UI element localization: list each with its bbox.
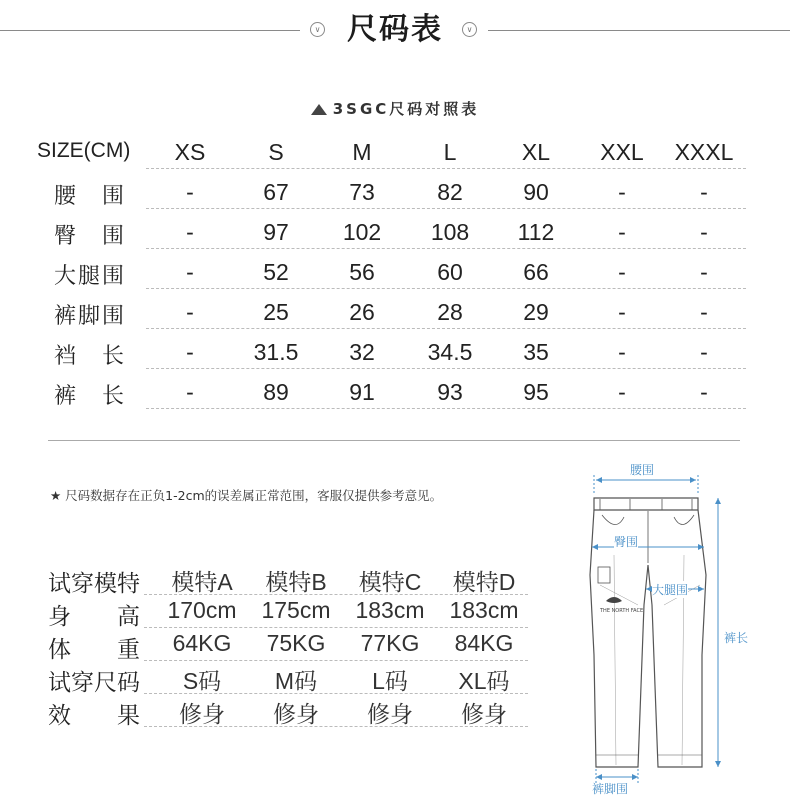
- model-value-cell: 64KG: [172, 630, 232, 656]
- size-value-cell: -: [618, 299, 626, 325]
- size-value-cell: 108: [430, 219, 470, 245]
- model-value-cell: 183cm: [355, 597, 425, 623]
- size-value-cell: -: [186, 179, 194, 205]
- model-row-label: 体重: [48, 637, 140, 663]
- model-value-cell: S码: [182, 668, 222, 694]
- size-value-cell: 60: [437, 259, 463, 285]
- size-row: [40, 373, 746, 413]
- model-row-label: 试穿尺码: [48, 670, 140, 696]
- measurement-label: 腰 围: [53, 184, 126, 209]
- row-dashed-line: [146, 328, 746, 329]
- model-value-cell: 84KG: [454, 630, 514, 656]
- row-dashed-line: [144, 627, 528, 628]
- model-value-cell: 模特C: [358, 569, 422, 595]
- chevron-down-circle-icon: ∨: [310, 22, 325, 37]
- row-dashed-line: [146, 288, 746, 289]
- row-dashed-line: [144, 660, 528, 661]
- size-value-cell: -: [700, 379, 708, 405]
- size-value-cell: 112: [517, 219, 555, 245]
- size-value-cell: 102: [342, 219, 382, 245]
- model-row: [48, 662, 528, 695]
- model-row-label: 效果: [48, 703, 140, 729]
- size-table: [37, 133, 746, 413]
- size-value-cell: 56: [349, 259, 375, 285]
- model-value-cell: 170cm: [167, 597, 237, 623]
- subtitle-text: 3SGC尺码对照表: [332, 100, 480, 118]
- model-row: [48, 596, 528, 629]
- model-value-cell: L码: [372, 668, 408, 694]
- size-value-cell: 26: [349, 299, 375, 325]
- size-value-cell: -: [618, 339, 626, 365]
- measurement-label: 臀 围: [53, 224, 126, 249]
- model-table: [48, 563, 528, 728]
- page-title: 尺码表: [347, 12, 443, 47]
- hem-label: 裤脚围: [592, 782, 629, 796]
- size-value-cell: 91: [349, 379, 375, 405]
- model-value-cell: 模特D: [452, 569, 516, 595]
- size-value-cell: -: [618, 179, 626, 205]
- size-value-cell: 31.5: [253, 339, 299, 365]
- model-value-cell: 修身: [461, 701, 507, 727]
- size-value-cell: 82: [437, 179, 463, 205]
- size-row: [40, 213, 746, 253]
- measurement-label: 裤 长: [53, 384, 126, 409]
- size-value-cell: 29: [523, 299, 549, 325]
- model-value-cell: 模特A: [171, 569, 233, 595]
- size-value-cell: 90: [523, 179, 549, 205]
- row-dashed-line: [146, 368, 746, 369]
- size-value-cell: 97: [263, 219, 289, 245]
- size-value-cell: 35: [523, 339, 549, 365]
- section-divider: [48, 440, 740, 441]
- model-value-cell: 77KG: [360, 630, 420, 656]
- size-value-cell: -: [700, 219, 708, 245]
- size-value-cell: 32: [349, 339, 375, 365]
- size-value-cell: -: [186, 259, 194, 285]
- size-column-header: XXXL: [674, 139, 734, 165]
- size-column-header: M: [352, 139, 372, 165]
- size-row: [40, 173, 746, 213]
- size-value-cell: -: [186, 379, 194, 405]
- header-line-right: [488, 30, 790, 31]
- waist-label: 腰围: [630, 463, 655, 477]
- hip-label: 臀围: [614, 535, 639, 549]
- row-dashed-line: [144, 693, 528, 694]
- size-row: [40, 253, 746, 293]
- size-column-header: S: [268, 139, 284, 165]
- size-value-cell: 34.5: [427, 339, 473, 365]
- model-value-cell: 修身: [273, 701, 319, 727]
- model-row-label: 试穿模特: [48, 571, 140, 597]
- size-row: [40, 293, 746, 333]
- size-column-header: L: [443, 139, 457, 165]
- row-dashed-line: [146, 168, 746, 169]
- size-value-cell: 52: [263, 259, 289, 285]
- row-dashed-line: [146, 408, 746, 409]
- size-value-cell: -: [186, 299, 194, 325]
- size-value-cell: 73: [349, 179, 375, 205]
- brand-logo: [599, 597, 643, 614]
- size-header-row: [37, 133, 746, 173]
- model-value-cell: 修身: [179, 701, 225, 727]
- size-value-cell: -: [618, 379, 626, 405]
- pants-diagram: [580, 455, 790, 805]
- size-column-header: XXL: [600, 139, 644, 165]
- model-value-cell: 模特B: [265, 569, 327, 595]
- row-dashed-line: [144, 594, 528, 595]
- size-row: [40, 333, 746, 373]
- model-row: [48, 629, 528, 662]
- model-row-label: 身高: [48, 604, 140, 630]
- model-row: [48, 563, 528, 596]
- chevron-down-circle-icon: ∨: [462, 22, 477, 37]
- size-value-cell: 93: [437, 379, 463, 405]
- size-column-header: XL: [521, 139, 551, 165]
- measurement-label: 裤脚围: [53, 304, 126, 329]
- size-value-cell: -: [618, 259, 626, 285]
- size-value-cell: -: [186, 219, 194, 245]
- size-value-cell: 28: [437, 299, 463, 325]
- model-value-cell: 75KG: [266, 630, 326, 656]
- model-value-cell: M码: [274, 668, 318, 694]
- mountain-icon: [311, 104, 327, 115]
- model-row: [48, 695, 528, 728]
- measurement-label: 大腿围: [53, 264, 126, 289]
- size-value-cell: 67: [263, 179, 289, 205]
- model-value-cell: 175cm: [261, 597, 331, 623]
- model-value-cell: XL码: [458, 668, 510, 694]
- thigh-label: 大腿围: [652, 583, 689, 597]
- size-value-cell: -: [700, 259, 708, 285]
- row-dashed-line: [146, 248, 746, 249]
- size-value-cell: -: [618, 219, 626, 245]
- size-value-cell: 89: [263, 379, 289, 405]
- row-dashed-line: [146, 208, 746, 209]
- size-value-cell: 66: [523, 259, 549, 285]
- size-value-cell: -: [186, 339, 194, 365]
- size-value-cell: -: [700, 179, 708, 205]
- size-value-cell: 25: [263, 299, 289, 325]
- size-note: ★ 尺码数据存在正负1-2cm的误差属正常范围，客服仅提供参考意见。: [50, 488, 443, 503]
- size-column-header: XS: [174, 139, 206, 165]
- length-label: 裤长: [724, 631, 749, 645]
- size-value-cell: -: [700, 299, 708, 325]
- model-value-cell: 修身: [367, 701, 413, 727]
- size-value-cell: 95: [523, 379, 549, 405]
- size-header-label: SIZE(CM): [37, 139, 131, 162]
- pants-illustration: [580, 455, 790, 805]
- size-value-cell: -: [700, 339, 708, 365]
- measurement-label: 裆 长: [53, 344, 126, 369]
- model-value-cell: 183cm: [449, 597, 519, 623]
- svg-text:THE NORTH FACE: THE NORTH FACE: [600, 608, 644, 614]
- table-subtitle: [0, 98, 790, 119]
- row-dashed-line: [144, 726, 528, 727]
